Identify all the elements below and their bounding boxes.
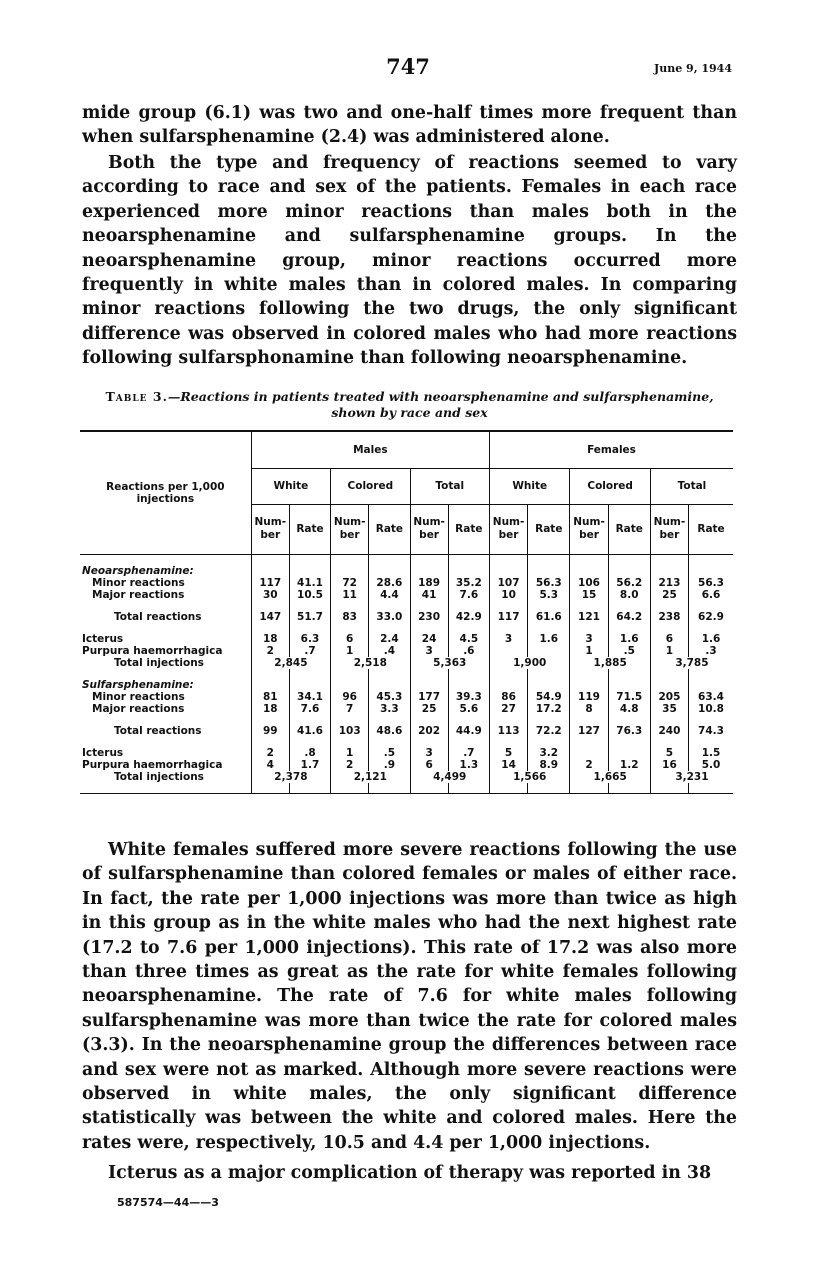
table-row <box>80 589 733 601</box>
rate-cell: 5.3 <box>528 589 570 601</box>
row-label: Total injections <box>114 770 204 783</box>
number-cell: 106 <box>570 577 608 589</box>
number-cell: 6 <box>650 633 688 645</box>
number-cell: 147 <box>251 611 289 623</box>
race-header: White <box>251 468 330 504</box>
rate-cell: 1.6 <box>689 633 733 645</box>
rate-cell: 62.9 <box>689 611 733 623</box>
table-row <box>80 747 733 759</box>
total-injections-cell: 1,885 <box>570 657 650 669</box>
number-cell: 121 <box>570 611 608 623</box>
rate-cell <box>608 747 650 759</box>
rate-cell: 8.0 <box>608 589 650 601</box>
rate-cell: 63.4 <box>689 691 733 703</box>
rate-cell: 42.9 <box>448 611 489 623</box>
rate-cell: 56.2 <box>608 577 650 589</box>
group-title: Sulfarsphenamine: <box>82 678 194 691</box>
rate-cell: 74.3 <box>689 725 733 737</box>
number-cell: 3 <box>570 633 608 645</box>
table-row <box>80 703 733 715</box>
number-cell: 202 <box>410 725 448 737</box>
rate-cell: 4.5 <box>448 633 489 645</box>
number-col-header: Num- ber <box>251 504 289 554</box>
race-header: White <box>490 468 570 504</box>
rate-cell: 44.9 <box>448 725 489 737</box>
number-cell: 230 <box>410 611 448 623</box>
rate-cell: 28.6 <box>369 577 410 589</box>
rate-cell: .4 <box>369 645 410 657</box>
number-cell: 16 <box>650 759 688 771</box>
rate-cell: 8.9 <box>528 759 570 771</box>
number-cell: 6 <box>410 759 448 771</box>
rate-cell: 56.3 <box>528 577 570 589</box>
rate-cell: 61.6 <box>528 611 570 623</box>
table-caption-lead: Table 3. <box>105 389 168 404</box>
table-row <box>80 771 733 783</box>
rate-cell: 6.3 <box>289 633 330 645</box>
rate-cell: 5.6 <box>448 703 489 715</box>
number-cell: 238 <box>650 611 688 623</box>
rate-col-header: Rate <box>369 504 410 554</box>
total-injections-cell: 4,499 <box>410 771 489 783</box>
race-header: Colored <box>570 468 650 504</box>
row-label: Total reactions <box>114 724 202 737</box>
number-cell: 11 <box>331 589 369 601</box>
number-cell: 25 <box>650 589 688 601</box>
table-row <box>80 611 733 623</box>
number-cell: 1 <box>331 747 369 759</box>
rate-cell: 51.7 <box>289 611 330 623</box>
number-cell: 96 <box>331 691 369 703</box>
rate-cell: 1.6 <box>528 633 570 645</box>
rate-cell: 39.3 <box>448 691 489 703</box>
number-cell: 127 <box>570 725 608 737</box>
row-label: Icterus <box>82 632 124 645</box>
number-cell: 3 <box>410 747 448 759</box>
race-header: Total <box>410 468 489 504</box>
rate-col-header: Rate <box>289 504 330 554</box>
rate-cell: 54.9 <box>528 691 570 703</box>
number-col-header: Num- ber <box>650 504 688 554</box>
total-injections-cell: 3,785 <box>650 657 733 669</box>
rate-cell: 72.2 <box>528 725 570 737</box>
number-cell: 117 <box>251 577 289 589</box>
table-row <box>80 645 733 657</box>
number-cell: 213 <box>650 577 688 589</box>
number-cell: 15 <box>570 589 608 601</box>
number-cell <box>490 645 528 657</box>
rate-cell: 3.2 <box>528 747 570 759</box>
number-cell: 86 <box>490 691 528 703</box>
rate-cell: 17.2 <box>528 703 570 715</box>
number-cell: 35 <box>650 703 688 715</box>
number-cell: 8 <box>570 703 608 715</box>
row-label: Total reactions <box>114 610 202 623</box>
row-label: Major reactions <box>92 702 185 715</box>
number-cell: 99 <box>251 725 289 737</box>
rate-cell: 3.3 <box>369 703 410 715</box>
rate-cell: 7.6 <box>289 703 330 715</box>
rate-cell: 76.3 <box>608 725 650 737</box>
rate-cell: 45.3 <box>369 691 410 703</box>
rate-cell: 41.6 <box>289 725 330 737</box>
table-caption-text: —Reactions in patients treated with neoarsphenamine and sulfarsphenamine, shown by race and sex <box>167 389 714 420</box>
number-cell: 119 <box>570 691 608 703</box>
number-cell: 18 <box>251 703 289 715</box>
number-cell: 4 <box>251 759 289 771</box>
paragraph-4: Icterus as a major complication of therapy was reported in 38 <box>108 1163 712 1183</box>
row-label: Major reactions <box>92 588 185 601</box>
number-cell: 14 <box>490 759 528 771</box>
rate-cell: 4.8 <box>608 703 650 715</box>
footer-code: 587574—44——3 <box>117 1196 219 1209</box>
rate-cell: 1.6 <box>608 633 650 645</box>
rate-cell: 48.6 <box>369 725 410 737</box>
reactions-table <box>80 430 733 794</box>
row-label: Minor reactions <box>92 690 185 703</box>
number-cell: 3 <box>410 645 448 657</box>
rate-cell: .6 <box>448 645 489 657</box>
race-header: Colored <box>331 468 410 504</box>
number-cell: 5 <box>650 747 688 759</box>
number-cell: 240 <box>650 725 688 737</box>
rate-cell: .7 <box>289 645 330 657</box>
number-cell: 107 <box>490 577 528 589</box>
number-cell: 72 <box>331 577 369 589</box>
females-header: Females <box>490 432 734 468</box>
group-title: Neoarsphenamine: <box>82 564 194 577</box>
number-cell: 3 <box>490 633 528 645</box>
rate-cell: 4.4 <box>369 589 410 601</box>
number-cell: 5 <box>490 747 528 759</box>
page-date: June 9, 1944 <box>654 62 732 75</box>
number-cell: 113 <box>490 725 528 737</box>
page-number: 747 <box>386 54 430 79</box>
number-cell: 81 <box>251 691 289 703</box>
rate-cell: 10.5 <box>289 589 330 601</box>
total-injections-cell: 2,518 <box>331 657 410 669</box>
rate-cell: 5.0 <box>689 759 733 771</box>
rate-cell: .3 <box>689 645 733 657</box>
table-row <box>80 691 733 703</box>
number-cell <box>570 747 608 759</box>
number-cell: 1 <box>570 645 608 657</box>
number-cell: 2 <box>251 645 289 657</box>
row-label: Minor reactions <box>92 576 185 589</box>
rate-cell: 7.6 <box>448 589 489 601</box>
paragraph-1: mide group (6.1) was two and one-half times more frequent than when sulfarsphenamine (2.4) was administered alone. <box>82 103 737 148</box>
rate-cell: 2.4 <box>369 633 410 645</box>
number-cell: 6 <box>331 633 369 645</box>
number-cell: 2 <box>570 759 608 771</box>
table-row <box>80 657 733 669</box>
total-injections-cell: 5,363 <box>410 657 489 669</box>
rate-cell: 71.5 <box>608 691 650 703</box>
number-cell: 10 <box>490 589 528 601</box>
row-label: Purpura haemorrhagica <box>82 644 223 657</box>
number-cell: 2 <box>251 747 289 759</box>
rate-cell: .8 <box>289 747 330 759</box>
paragraph-3: White females suffered more severe reactions following the use of sulfarsphenamine than colored females or males of either race. In fact, the rate per 1,000 injections was more than twice as high in this group as in the white males who had the next highest rate (17.2 to 7.6 per 1,000 injections). This rate of 17.2 was also more than three times as great as the rate for white females following neoarsphenamine. The rate of 7.6 for white males following sulfarsphenamine was more than twice the rate for colored males (3.3). In the neoarsphenamine group the differences between race and sex were not as marked. Although more severe reactions were observed in white males, the only significant difference statistically was between the white and colored males. Here the rates were, respectively, 10.5 and 4.4 per 1,000 injections. <box>82 840 737 1153</box>
number-cell: 117 <box>490 611 528 623</box>
race-header: Total <box>650 468 733 504</box>
row-label: Icterus <box>82 746 124 759</box>
number-col-header: Num- ber <box>331 504 369 554</box>
rate-cell: 56.3 <box>689 577 733 589</box>
rate-col-header: Rate <box>689 504 733 554</box>
table-row <box>80 633 733 645</box>
table-caption <box>82 389 737 421</box>
number-cell: 7 <box>331 703 369 715</box>
paragraph-2: Both the type and frequency of reactions seemed to vary according to race and sex of the patients. Females in each race experienced more minor reactions than males both in the neoarsphenamine and sulfarsphenamine groups. In the neoarsphenamine group, minor reactions occurred more frequently in white males than in colored males. In comparing minor reactions following the two drugs, the only significant difference was observed in colored males who had more reactions following sulfarsphonamine than following neoarsphenamine. <box>82 153 737 369</box>
number-cell: 103 <box>331 725 369 737</box>
table-row <box>80 725 733 737</box>
rate-cell: 1.7 <box>289 759 330 771</box>
rate-cell: 35.2 <box>448 577 489 589</box>
total-injections-cell: 2,378 <box>251 771 330 783</box>
number-cell: 2 <box>331 759 369 771</box>
total-injections-cell: 3,231 <box>650 771 733 783</box>
total-injections-cell: 1,566 <box>490 771 570 783</box>
males-header: Males <box>251 432 489 468</box>
table-row <box>80 759 733 771</box>
number-col-header: Num- ber <box>490 504 528 554</box>
stub-header: Reactions per 1,000 injections <box>80 432 251 554</box>
number-cell: 24 <box>410 633 448 645</box>
row-label: Total injections <box>114 656 204 669</box>
rate-cell: 1.3 <box>448 759 489 771</box>
rate-col-header: Rate <box>528 504 570 554</box>
rate-cell: 1.5 <box>689 747 733 759</box>
number-col-header: Num- ber <box>410 504 448 554</box>
rate-cell: 64.2 <box>608 611 650 623</box>
total-injections-cell: 1,665 <box>570 771 650 783</box>
rate-cell <box>528 645 570 657</box>
number-cell: 189 <box>410 577 448 589</box>
table-row <box>80 577 733 589</box>
rate-col-header: Rate <box>608 504 650 554</box>
rate-cell: 34.1 <box>289 691 330 703</box>
rate-cell: 41.1 <box>289 577 330 589</box>
rate-cell: .7 <box>448 747 489 759</box>
number-cell: 41 <box>410 589 448 601</box>
total-injections-cell: 2,845 <box>251 657 330 669</box>
number-cell: 18 <box>251 633 289 645</box>
total-injections-cell: 2,121 <box>331 771 410 783</box>
number-cell: 205 <box>650 691 688 703</box>
number-cell: 1 <box>650 645 688 657</box>
number-cell: 1 <box>331 645 369 657</box>
number-col-header: Num- ber <box>570 504 608 554</box>
rate-cell: 10.8 <box>689 703 733 715</box>
row-label: Purpura haemorrhagica <box>82 758 223 771</box>
total-injections-cell: 1,900 <box>490 657 570 669</box>
rate-col-header: Rate <box>448 504 489 554</box>
number-cell: 83 <box>331 611 369 623</box>
rate-cell: .9 <box>369 759 410 771</box>
number-cell: 177 <box>410 691 448 703</box>
rate-cell: .5 <box>369 747 410 759</box>
rate-cell: 6.6 <box>689 589 733 601</box>
number-cell: 25 <box>410 703 448 715</box>
rate-cell: 1.2 <box>608 759 650 771</box>
number-cell: 30 <box>251 589 289 601</box>
rate-cell: 33.0 <box>369 611 410 623</box>
number-cell: 27 <box>490 703 528 715</box>
rate-cell: .5 <box>608 645 650 657</box>
